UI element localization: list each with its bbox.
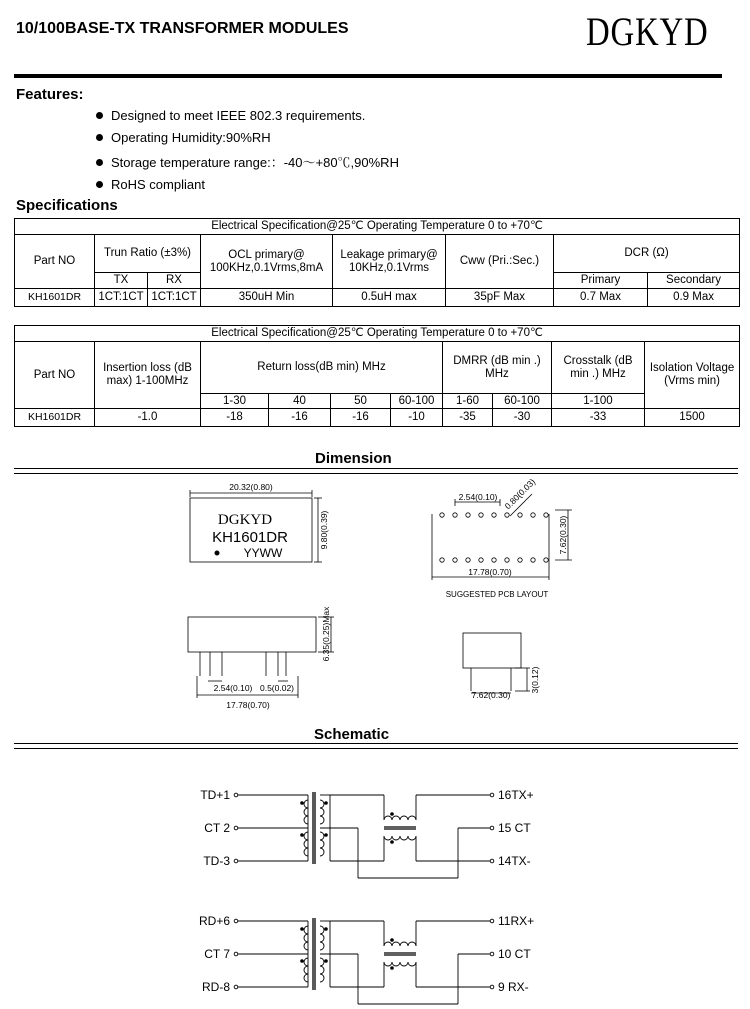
pcb-row: 7.62(0.30): [558, 515, 568, 555]
cell-return: -16: [269, 409, 331, 427]
subheader: 40: [269, 394, 331, 409]
header-dcr: DCR (Ω): [554, 235, 740, 273]
cell-dcr-secondary: 0.9 Max: [648, 289, 740, 307]
pcb-caption: SUGGESTED PCB LAYOUT: [445, 590, 549, 599]
transformer-channel-tx: [234, 792, 494, 878]
pcb-hole: 0.80(0.03): [502, 476, 538, 512]
side-pitch: 2.54(0.10): [213, 683, 253, 693]
cell-insertion: -1.0: [95, 409, 201, 427]
subheader: 1-100: [552, 394, 645, 409]
feature-item: RoHS compliant: [96, 177, 205, 192]
schematic-rule: [14, 743, 738, 749]
header-part-no: Part NO: [15, 342, 95, 409]
pin-label: RD+6: [198, 914, 230, 928]
pin-label: 11RX+: [498, 914, 535, 928]
header-insertion-loss: Insertion loss (dB max) 1-100MHz: [95, 342, 201, 409]
end-view-body: [463, 633, 521, 668]
pin-label: 9 RX-: [498, 980, 529, 994]
part-number: KH1601DR: [212, 529, 288, 546]
pin-label: 10 CT: [498, 947, 531, 961]
header-dcr-primary: Primary: [554, 273, 648, 289]
subheader: 50: [331, 394, 391, 409]
subheader: 1-60: [443, 394, 493, 409]
feature-item: Storage temperature range:：-40～+80℃,90%RH: [96, 152, 399, 171]
header-dmrr: DMRR (dB min .) MHz: [443, 342, 552, 394]
page-title: 10/100BASE-TX TRANSFORMER MODULES: [16, 20, 349, 37]
cell-cww: 35pF Max: [446, 289, 554, 307]
header-part-no: Part NO: [15, 235, 95, 289]
dimension-heading: Dimension: [315, 450, 392, 467]
cell-return: -16: [331, 409, 391, 427]
cell-rx: 1CT:1CT: [148, 289, 201, 307]
end-pin: 3(0.12): [530, 666, 540, 694]
cell-dmrr: -30: [493, 409, 552, 427]
cell-ocl: 350uH Min: [201, 289, 333, 307]
header-cww: Cww (Pri.:Sec.): [446, 235, 554, 289]
header-leakage: Leakage primary@ 10KHz,0.1Vrms: [333, 235, 446, 289]
table-caption: Electrical Specification@25℃ Operating Temperature 0 to +70℃: [15, 219, 740, 235]
pcb-pitch: 2.54(0.10): [458, 492, 498, 502]
end-row: 7.62(0.30): [471, 690, 511, 700]
pin1-marker: [215, 551, 220, 556]
side-height: 6.35(0.25)Max: [321, 606, 331, 662]
pin-label: CT 7: [204, 947, 230, 961]
header-isolation: Isolation Voltage (Vrms min): [645, 342, 740, 409]
schematic-heading: Schematic: [314, 726, 390, 743]
subheader: 60-100: [493, 394, 552, 409]
brand-logo: DGKYD: [586, 9, 709, 54]
specifications-heading: Specifications: [16, 197, 118, 214]
subheader: 60-100: [391, 394, 443, 409]
pin-label: TD-3: [203, 854, 230, 868]
cell-isolation: 1500: [645, 409, 740, 427]
feature-item: Designed to meet IEEE 802.3 requirements.: [96, 108, 365, 123]
header-ocl: OCL primary@ 100KHz,0.1Vrms,8mA: [201, 235, 333, 289]
pcb-span: 17.78(0.70): [468, 567, 512, 577]
header-return-loss: Return loss(dB min) MHz: [201, 342, 443, 394]
cell-leakage: 0.5uH max: [333, 289, 446, 307]
bullet-icon: [96, 181, 103, 188]
cell-part: KH1601DR: [15, 289, 95, 307]
feature-item: Operating Humidity:90%RH: [96, 130, 271, 145]
spec-table-1: [14, 218, 740, 307]
pcb-holes: [440, 513, 548, 562]
header-turn-ratio: Trun Ratio (±3%): [95, 235, 201, 273]
subheader: 1-30: [201, 394, 269, 409]
table-row: [15, 409, 740, 427]
transformer-channel-rx: [234, 918, 494, 1004]
pin-label: 15 CT: [498, 821, 531, 835]
dimension-drawings: [0, 476, 750, 716]
bullet-icon: [96, 134, 103, 141]
side-span: 17.78(0.70): [226, 700, 270, 710]
cell-tx: 1CT:1CT: [95, 289, 148, 307]
pin-label: TD+1: [200, 788, 230, 802]
cell-return: -10: [391, 409, 443, 427]
side-view-body: [188, 617, 316, 652]
pin-label: CT 2: [204, 821, 230, 835]
features-heading: Features:: [16, 86, 84, 103]
cell-dcr-primary: 0.7 Max: [554, 289, 648, 307]
side-pin: 0.5(0.02): [259, 683, 295, 693]
header-rx: RX: [148, 273, 201, 289]
date-code: YYWW: [243, 546, 283, 560]
pin-label: 16TX+: [498, 788, 534, 802]
cell-dmrr: -35: [443, 409, 493, 427]
part-brand: DGKYD: [217, 512, 273, 528]
table-row: [15, 289, 740, 307]
pin-label: RD-8: [201, 980, 230, 994]
cell-part: KH1601DR: [15, 409, 95, 427]
dim-width: 20.32(0.80): [229, 482, 273, 492]
dimension-rule: [14, 468, 738, 474]
cell-return: -18: [201, 409, 269, 427]
header-dcr-secondary: Secondary: [648, 273, 740, 289]
cell-crosstalk: -33: [552, 409, 645, 427]
pin-label: 14TX-: [498, 854, 531, 868]
bullet-icon: [96, 112, 103, 119]
header-rule: [14, 74, 722, 78]
header-crosstalk: Crosstalk (dB min .) MHz: [552, 342, 645, 394]
header-tx: TX: [95, 273, 148, 289]
bullet-icon: [96, 159, 103, 166]
schematic-diagram: [0, 770, 750, 1005]
dim-height: 9.80(0.39): [319, 510, 329, 550]
spec-table-2: [14, 325, 740, 427]
table-caption: Electrical Specification@25℃ Operating Temperature 0 to +70℃: [15, 326, 740, 342]
